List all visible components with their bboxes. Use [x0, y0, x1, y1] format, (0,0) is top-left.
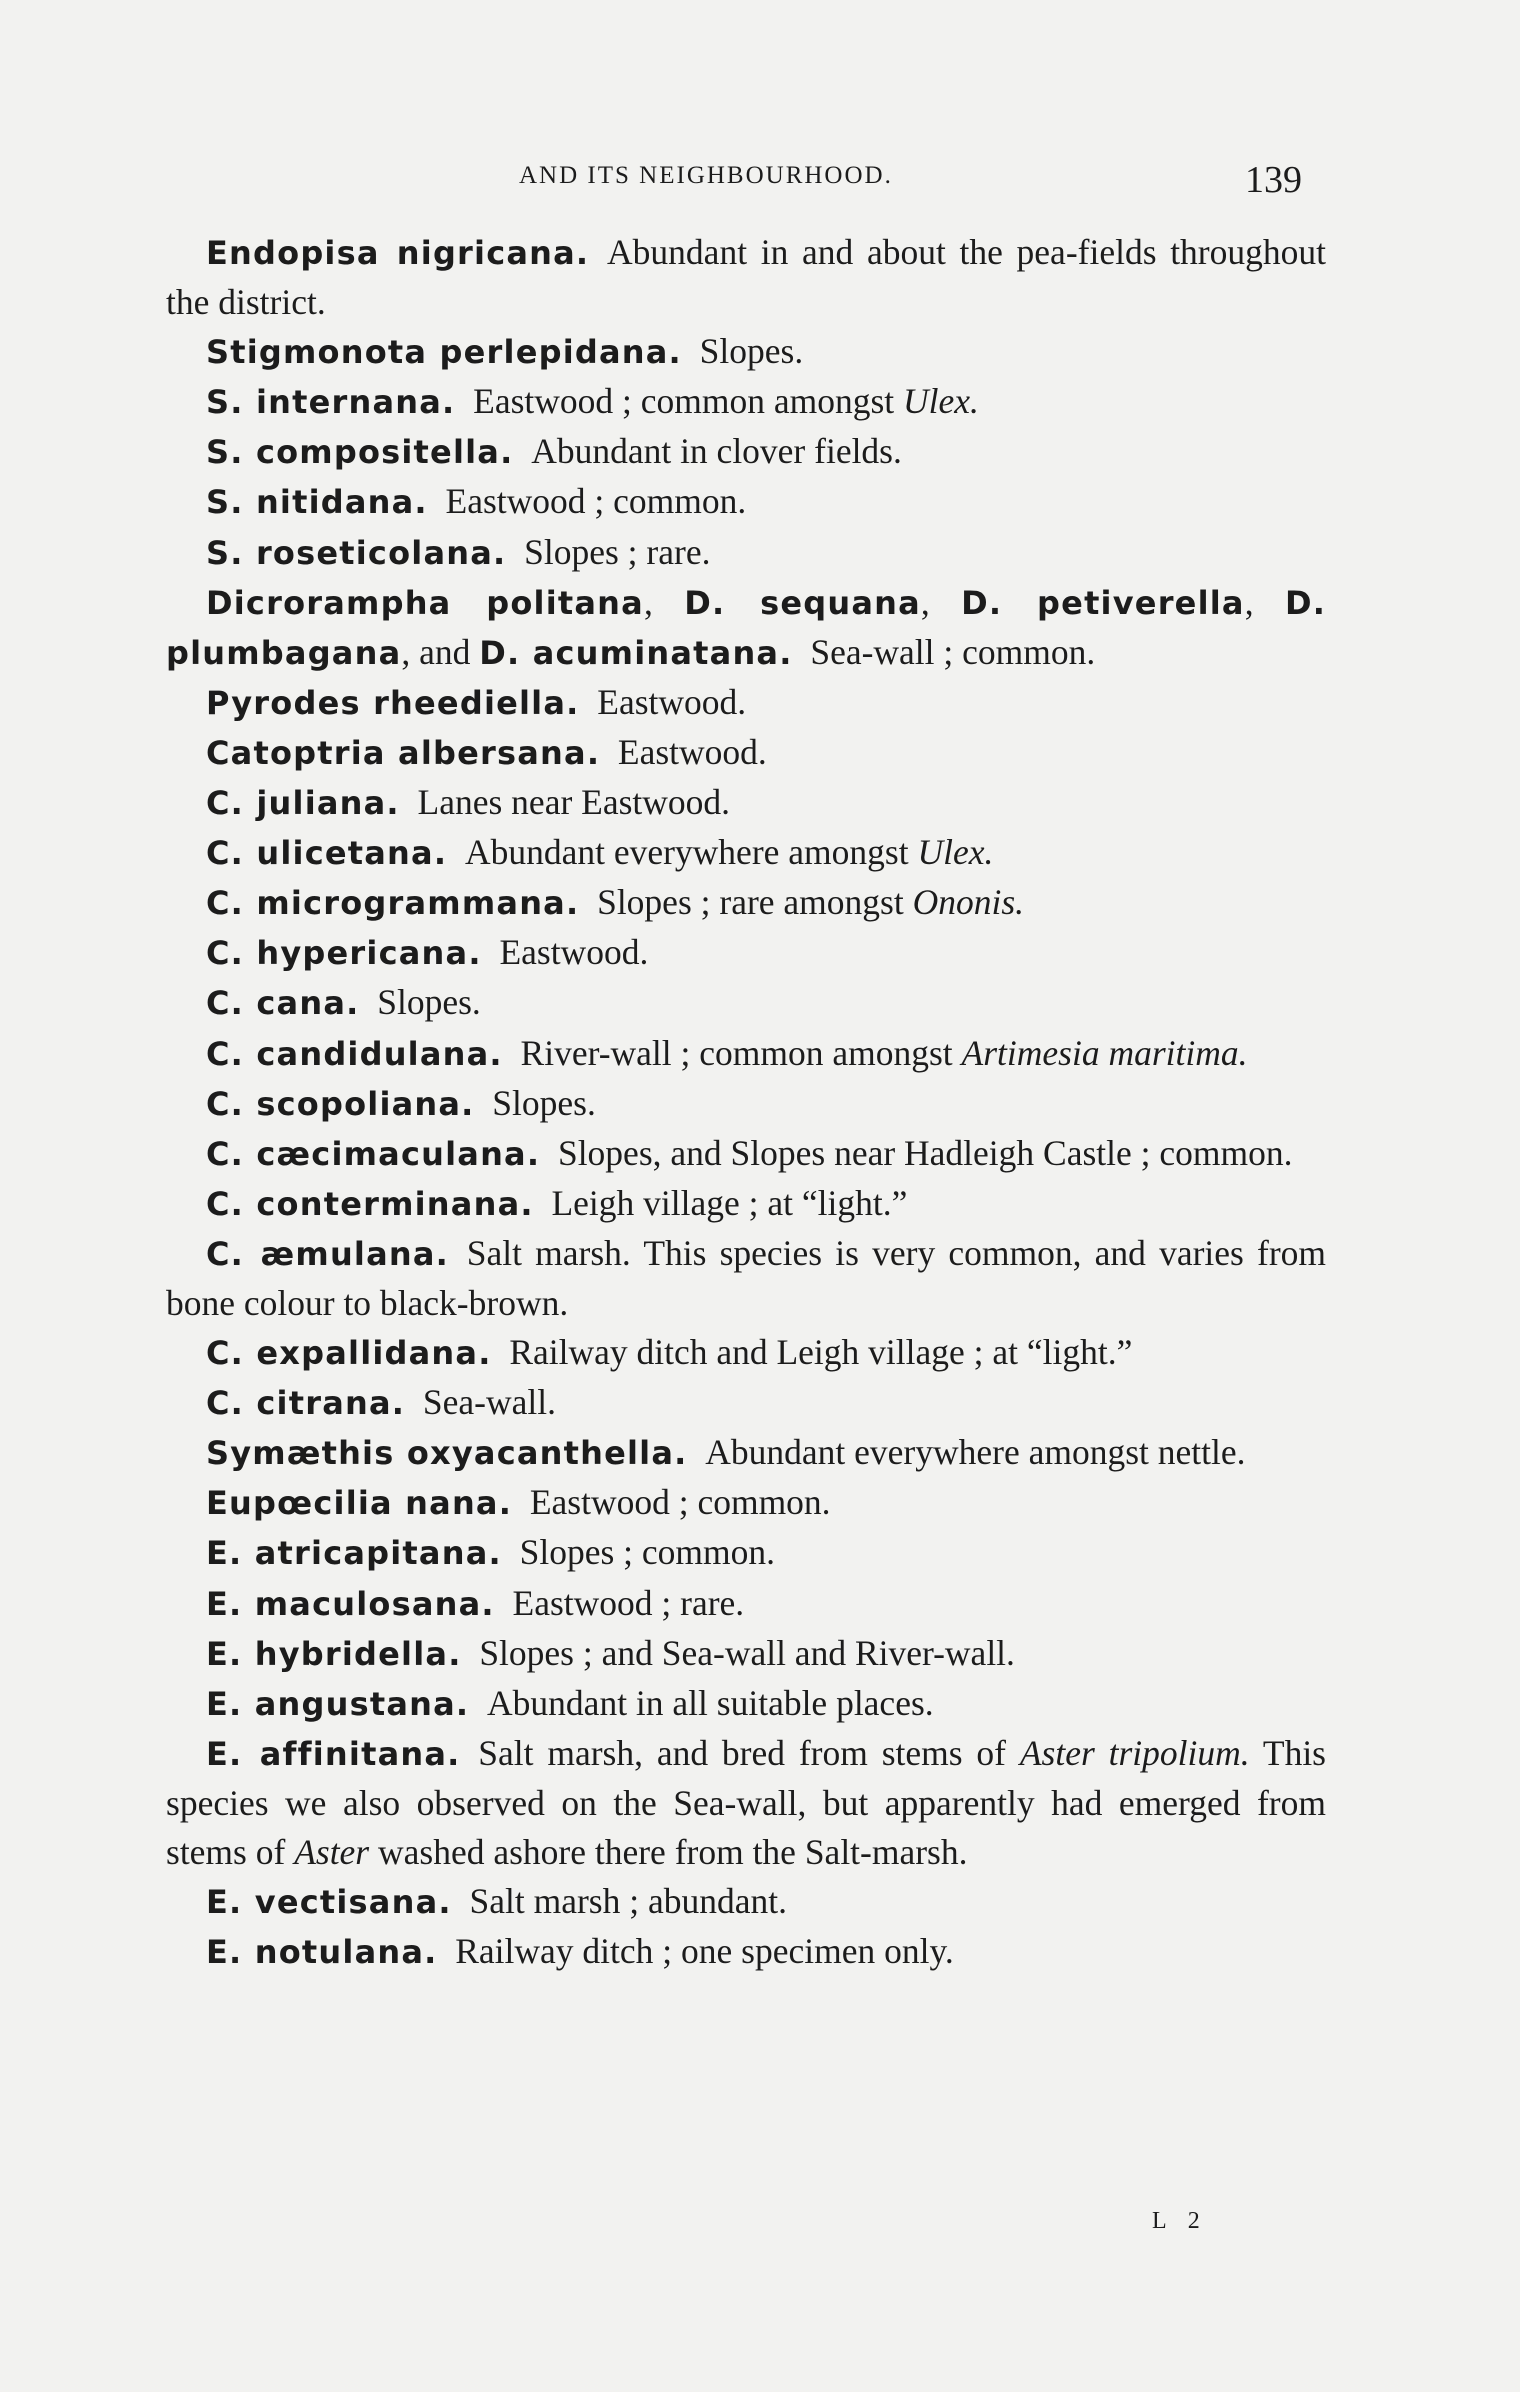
- species-name: S. compositella.: [206, 433, 514, 472]
- separator: ,: [1244, 581, 1285, 622]
- species-entry: [166, 1129, 1326, 1179]
- note-text: Eastwood.: [499, 932, 649, 973]
- separator: , and: [401, 631, 480, 672]
- note-text: Sea-wall ; common.: [810, 631, 1096, 672]
- note-text: Lanes near Eastwood.: [417, 782, 731, 823]
- species-name: E. notulana.: [206, 1933, 438, 1972]
- note-text: Slopes.: [377, 982, 481, 1023]
- species-name: E. angustana.: [206, 1684, 470, 1723]
- species-name: C. microgrammana.: [206, 884, 580, 923]
- note-text: Eastwood ; common.: [445, 481, 747, 522]
- note-text: Eastwood ; common amongst: [473, 381, 904, 422]
- note-text: Slopes.: [699, 331, 804, 372]
- species-name: S. nitidana.: [206, 483, 428, 522]
- species-entry: [166, 678, 1326, 728]
- species-entry: [166, 1629, 1326, 1679]
- species-name: D. sequana: [684, 583, 921, 622]
- species-name: E. maculosana.: [206, 1584, 495, 1623]
- species-name: C. cæcimaculana.: [206, 1134, 541, 1173]
- species-name: E. affinitana.: [206, 1734, 461, 1773]
- species-entry: [166, 528, 1326, 578]
- species-name: C. expallidana.: [206, 1334, 492, 1373]
- note-text: Slopes ; rare.: [524, 531, 711, 572]
- species-name: Catoptria albersana.: [206, 733, 601, 772]
- species-name: C. conterminana.: [206, 1184, 534, 1223]
- note-text: Eastwood.: [617, 731, 767, 772]
- note-text: Abundant in and about the pea-fields throughout the district.: [166, 232, 1326, 323]
- note-text: Leigh village ; at “light.”: [551, 1182, 908, 1223]
- note-text: River-wall ; common amongst: [520, 1032, 962, 1073]
- species-name: Stigmonota perlepidana.: [206, 333, 682, 372]
- species-entry: [166, 778, 1326, 828]
- separator: ,: [920, 581, 962, 622]
- species-name: Endopisa nigricana.: [206, 234, 590, 272]
- species-entry: [166, 477, 1326, 527]
- note-text: Eastwood ; common.: [529, 1482, 831, 1523]
- species-entry: [166, 1478, 1326, 1528]
- italic-term: Aster: [294, 1832, 370, 1872]
- note-text: Sea-wall.: [422, 1382, 556, 1423]
- italic-term: Aster tripolium.: [1019, 1732, 1250, 1773]
- species-name: C. candidulana.: [206, 1034, 503, 1073]
- species-entry: [166, 1729, 1326, 1877]
- note-text: Railway ditch and Leigh village ; at “light.”: [509, 1332, 1133, 1373]
- species-entry: [166, 1328, 1326, 1378]
- species-name: C. cana.: [206, 984, 360, 1023]
- separator: ,: [643, 581, 685, 622]
- species-name: C. juliana.: [206, 784, 400, 823]
- species-entry: [166, 228, 1326, 327]
- running-head: AND ITS NEIGHBOURHOOD.: [519, 162, 893, 189]
- species-name: E. vectisana.: [206, 1883, 452, 1922]
- note-text: Eastwood ; rare.: [512, 1582, 745, 1623]
- species-name: E. atricapitana.: [206, 1534, 502, 1573]
- species-name: S. internana.: [206, 383, 456, 422]
- note-text: Slopes ; rare amongst: [597, 882, 913, 923]
- species-name: D. plumbagana: [166, 583, 1327, 672]
- species-entry: [166, 1179, 1326, 1229]
- species-entry: [166, 377, 1326, 427]
- note-text: Abundant in all suitable places.: [487, 1682, 934, 1723]
- italic-term: Ulex.: [917, 832, 994, 873]
- species-entry: [166, 878, 1326, 928]
- species-name: D. petiverella: [961, 583, 1245, 622]
- italic-term: Ulex.: [903, 381, 979, 422]
- note-text: Abundant in clover fields.: [531, 431, 902, 472]
- species-name: C. scopoliana.: [206, 1084, 475, 1123]
- species-name: S. roseticolana.: [206, 533, 507, 572]
- species-entry: [166, 578, 1326, 678]
- note-text: Slopes, and Slopes near Hadleigh Castle ; common.: [557, 1132, 1293, 1173]
- species-entry: [166, 978, 1326, 1028]
- note-text: Salt marsh ; abundant.: [469, 1881, 787, 1922]
- species-entry: [166, 1877, 1326, 1927]
- species-name: E. hybridella.: [206, 1634, 462, 1673]
- species-entry: [166, 1229, 1326, 1328]
- species-entry: [166, 1378, 1326, 1428]
- species-entry: [166, 928, 1326, 978]
- species-entry: [166, 1029, 1326, 1079]
- note-text: Salt marsh, and bred from stems of: [478, 1732, 1020, 1773]
- species-name: Dicrorampha politana: [206, 583, 644, 622]
- species-entry: [166, 327, 1326, 377]
- species-entry: [166, 1428, 1326, 1478]
- note-text: washed ashore there from the Salt-marsh.: [369, 1832, 968, 1872]
- note-text: Slopes ; common.: [519, 1532, 776, 1573]
- italic-term: Ononis.: [912, 882, 1025, 923]
- species-name: C. citrana.: [206, 1384, 406, 1423]
- italic-term: Artimesia maritima.: [961, 1032, 1248, 1073]
- note-text: Abundant everywhere amongst nettle.: [705, 1432, 1246, 1473]
- species-name: Eupœcilia nana.: [206, 1484, 513, 1523]
- species-entry: [166, 1679, 1326, 1729]
- note-text: Abundant everywhere amongst: [464, 832, 918, 873]
- species-entry: [166, 828, 1326, 878]
- note-text: Salt marsh. This species is very common, and varies from bone colour to black-brown.: [166, 1232, 1327, 1323]
- species-name: C. ulicetana.: [206, 834, 448, 873]
- species-name: D. acuminatana.: [479, 633, 793, 672]
- note-text: This species we also observed on the Sea-wall, but apparently had emerged from stems of: [166, 1732, 1326, 1872]
- species-entry: [166, 1079, 1326, 1129]
- species-entry: [166, 728, 1326, 778]
- note-text: Slopes.: [492, 1082, 596, 1123]
- page-number: 139: [1245, 159, 1302, 201]
- signature-mark: L 2: [1152, 2208, 1208, 2234]
- species-entry: [166, 1579, 1326, 1629]
- note-text: Railway ditch ; one specimen only.: [455, 1931, 954, 1972]
- species-entry: [166, 427, 1326, 477]
- species-name: Pyrodes rheediella.: [206, 683, 580, 722]
- species-entry: [166, 1927, 1326, 1977]
- species-list: [166, 228, 1326, 1977]
- note-text: Slopes ; and Sea-wall and River-wall.: [479, 1632, 1015, 1673]
- note-text: Eastwood.: [597, 681, 747, 722]
- species-name: C. æmulana.: [206, 1234, 450, 1273]
- species-name: Symæthis oxyacanthella.: [206, 1434, 688, 1473]
- species-entry: [166, 1528, 1326, 1578]
- species-name: C. hypericana.: [206, 934, 482, 973]
